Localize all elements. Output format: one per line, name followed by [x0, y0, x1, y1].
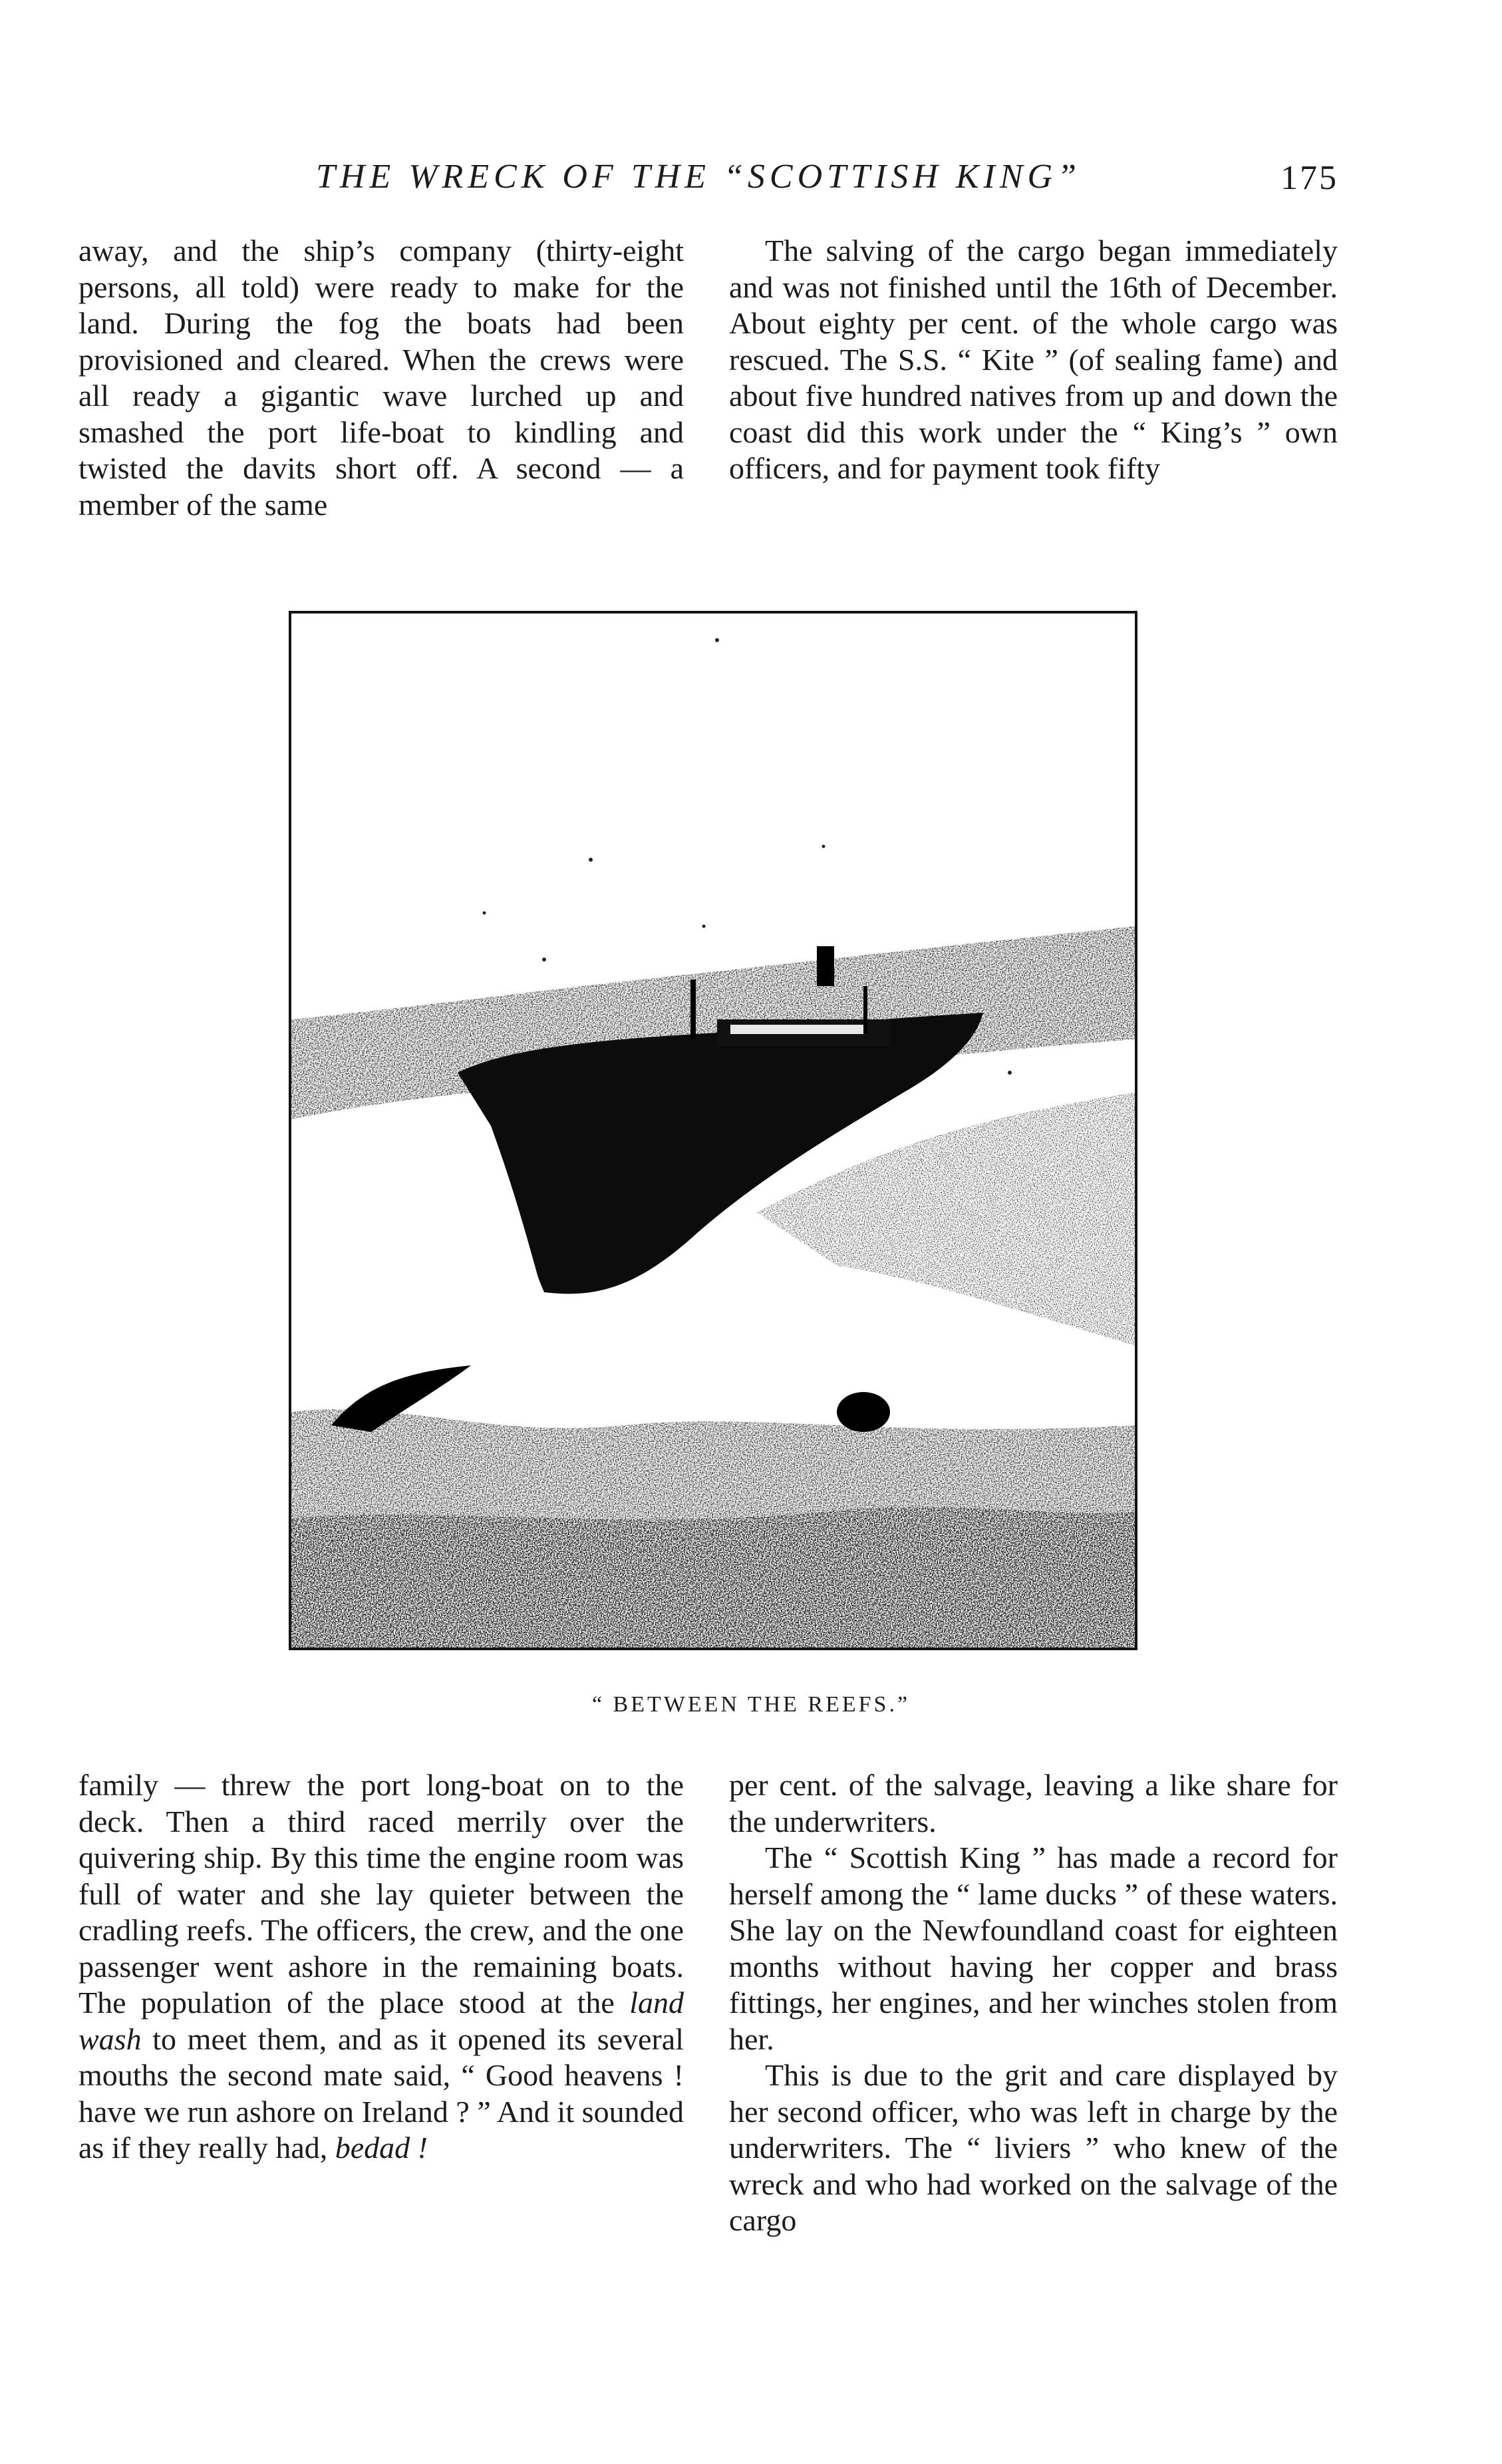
- column-top-left: [78, 233, 684, 523]
- paragraph: [78, 1767, 684, 2167]
- emphasis-land-wash: land wash: [78, 1986, 684, 2056]
- text-run: family — threw the port long-boat on to the deck. Then a third raced merrily over the quivering ship. By this time the engine room was full of water and she lay quieter between the cradling reefs. The officers, the crew, and the one passenger went ashore in the remaining boats. The population of the place stood at the: [78, 1768, 684, 2020]
- column-bottom-right: [729, 1767, 1338, 2239]
- paragraph: The salving of the cargo began immediately and was not finished until the 16th of December. About eighty per cent. of the whole cargo was rescued. The S.S. “ Kite ” (of sealing fame) and about five hundred natives from up and down the coast did this work under the “ King’s ” own officers, and for payment took fifty: [729, 234, 1338, 485]
- illustration-shipwreck: [289, 611, 1137, 1650]
- ship-funnel: [817, 946, 834, 986]
- column-bottom-left: [78, 1767, 684, 2167]
- running-title: THE WRECK OF THE “SCOTTISH KING”: [315, 158, 1082, 196]
- column-top-right: [729, 233, 1338, 487]
- shipwreck-engraving: [291, 614, 1135, 1648]
- paragraph: This is due to the grit and care displayed by her second officer, who was left in charge by the underwriters. The “ liviers ” who knew of the wreck and who had worked on the salvage of the cargo: [729, 2058, 1338, 2237]
- paragraph: per cent. of the salvage, leaving a like share for the underwriters.: [729, 1768, 1338, 1839]
- page-number: 175: [1280, 159, 1338, 197]
- paragraph: away, and the ship’s company (thirty-eight persons, all told) were ready to make for the land. During the fog the boats had been provisioned and cleared. When the crews were all ready a gigantic wave lurched up and smashed the port life-boat to kindling and twisted the davits short off. A second — a member of the same: [78, 234, 684, 522]
- reef-rock: [837, 1392, 890, 1432]
- figure-caption: “ BETWEEN THE REEFS.”: [591, 1692, 911, 1717]
- paragraph: The “ Scottish King ” has made a record for herself among the “ lame ducks ” of these waters. She lay on the Newfoundland coast for eighteen months without having her copper and brass fittings, her engines, and her winches stolen from her.: [729, 1841, 1338, 2056]
- ship-mast: [690, 979, 696, 1039]
- text-run: to meet them, and as it opened its several mouths the second mate said, “ Good heavens ! have we run ashore on Ireland ? ” And it sounded as if they really had,: [78, 2022, 684, 2165]
- emphasis-bedad: bedad !: [335, 2131, 428, 2165]
